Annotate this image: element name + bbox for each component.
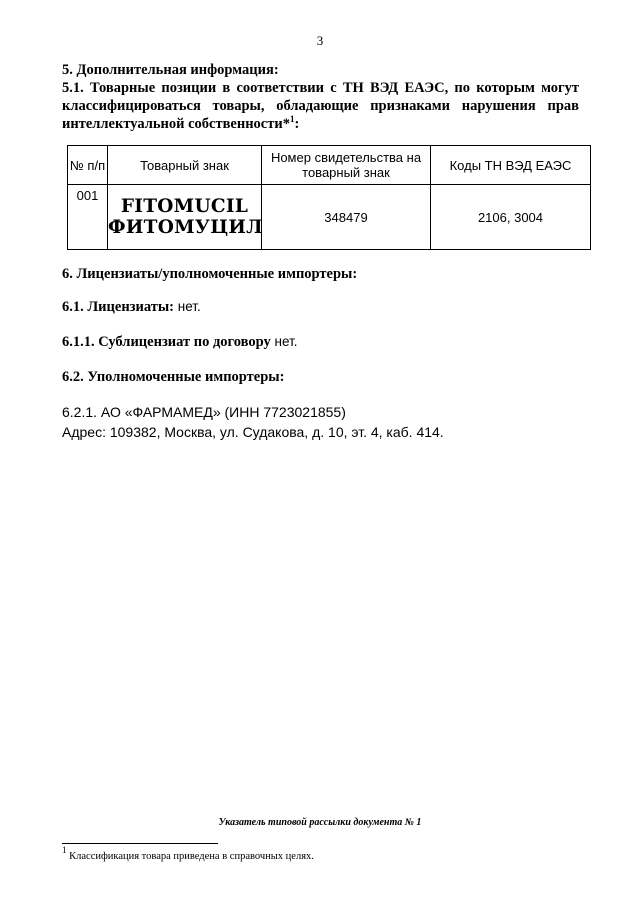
section-6-heading: 6. Лицензиаты/уполномоченные импортеры: — [62, 266, 358, 282]
table-row — [68, 185, 591, 250]
trademark-latin: FITOMUCIL — [120, 196, 249, 217]
section-5-1-colon: : — [294, 116, 300, 132]
page-number: 3 — [316, 33, 324, 48]
section-5-1-line-3 — [62, 115, 579, 133]
footnote-text: Классификация товара приведена в справочных целях. — [66, 851, 314, 862]
importers-heading: 6.2. Уполномоченные импортеры: — [62, 369, 285, 385]
table-header-row — [68, 146, 591, 185]
section-5-1-line-1: 5.1. Товарные позиции в соответствии с ТН ВЭД ЕАЭС, по которым могут — [62, 80, 579, 96]
trademark-table — [67, 145, 591, 250]
section-5-heading: 5. Дополнительная информация: — [62, 62, 279, 78]
section-5-1-heading — [62, 79, 579, 133]
sublicensee-label: 6.1.1. Сублицензиат по договору — [62, 334, 271, 350]
header-num: № п/п — [68, 146, 108, 185]
licensees-value: нет. — [174, 299, 201, 314]
trademark-cyrillic: ФИТОМУЦИЛ — [108, 217, 263, 238]
cell-trademark — [108, 185, 262, 250]
header-trademark: Товарный знак — [108, 146, 262, 185]
sublicensee-value: нет. — [270, 334, 298, 349]
licensees-line — [62, 299, 201, 316]
cell-num: 001 — [68, 185, 108, 250]
licensees-label: 6.1. Лицензиаты: — [62, 299, 175, 315]
footnote — [62, 845, 314, 862]
footnote-divider — [62, 843, 218, 844]
distribution-note: Указатель типовой рассылки документа № 1 — [218, 817, 422, 828]
section-5-1-line-2: классифицироваться товары, обладающие признаками нарушения прав — [62, 98, 579, 114]
cell-codes: 2106, 3004 — [431, 185, 591, 250]
header-codes: Коды ТН ВЭД ЕАЭС — [431, 146, 591, 185]
sublicensee-line — [62, 334, 298, 351]
footnote-mark: 1 — [62, 845, 67, 855]
footnote-reference: 1 — [289, 114, 295, 124]
importer-address: Адрес: 109382, Москва, ул. Судакова, д. 10, эт. 4, каб. 414. — [62, 424, 444, 440]
cell-certificate: 348479 — [262, 185, 431, 250]
importer-line: 6.2.1. АО «ФАРМАМЕД» (ИНН 7723021855) — [62, 404, 346, 420]
header-certificate: Номер свидетельства на товарный знак — [262, 146, 431, 185]
section-5-1-line-3-text: интеллектуальной собственности* — [62, 116, 290, 132]
